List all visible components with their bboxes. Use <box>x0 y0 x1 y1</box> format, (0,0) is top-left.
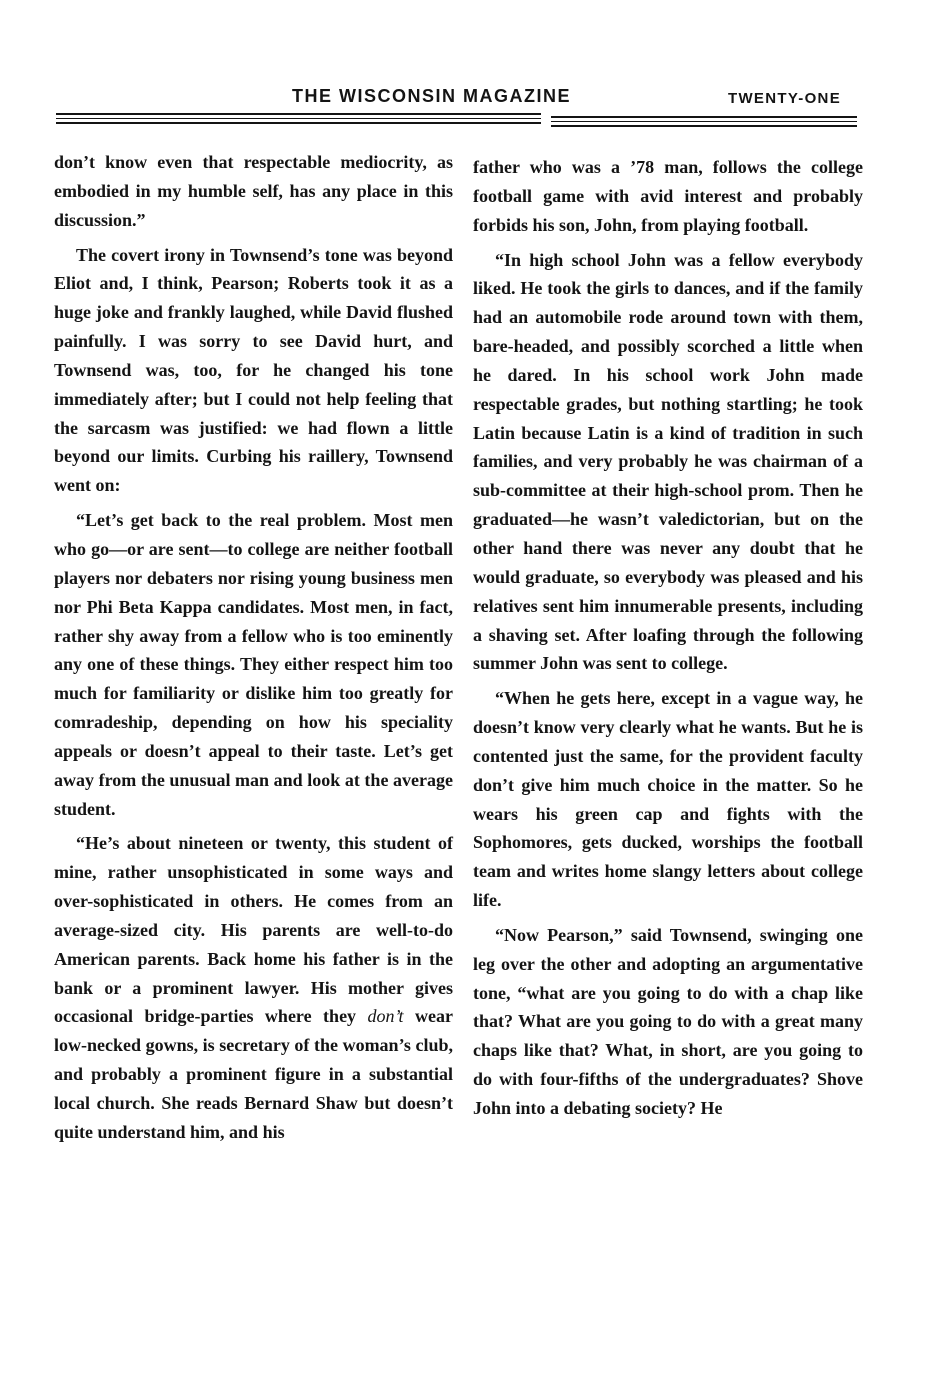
paragraph: “Now Pearson,” said Townsend, swinging one leg over the other and adopting an argumentative tone, “what are you going to do with a chap like that? What are you going to do with a great many chaps like that? What, in short, are you going to do with four-fifths of the undergraduates? Shove John into a debating society? He <box>473 924 863 1118</box>
paragraph <box>54 829 453 1146</box>
paragraph-text: wear low-necked gowns, is secretary of the woman’s club, and probably a prominent figure in a substantial local church. She reads Bernard Shaw but doesn’t quite understand him, and his <box>54 1006 453 1142</box>
header-rule-right <box>551 125 857 127</box>
left-text-column <box>54 148 453 1147</box>
running-header-title: THE WISCONSIN MAGAZINE <box>292 86 571 106</box>
header-rule-left <box>56 122 541 124</box>
header-rule-left <box>56 118 541 119</box>
paragraph: father who was a ’78 man, follows the college football game with avid interest and probably forbids his son, John, from playing football. <box>473 157 863 235</box>
italic-emphasis: don’t <box>367 1006 404 1027</box>
header-rule-right <box>551 116 857 118</box>
paragraph: don’t know even that respectable mediocrity, as embodied in my humble self, has any place in this discussion.” <box>54 152 453 230</box>
header-rule-right <box>551 121 857 122</box>
paragraph: “Let’s get back to the real problem. Most men who go—or are sent—to college are neither football players nor debaters nor rising young business men nor Phi Beta Kappa candidates. Most men, in fact, rather shy away from a fellow who is too eminently any one of these things. They either respect him too much for familiarity or dislike him too greatly for comradeship, depending on how his speciality appeals or doesn’t appeal to their taste. Let’s get away from the unusual man and look at the average student. <box>54 510 453 819</box>
paragraph: The covert irony in Townsend’s tone was beyond Eliot and, I think, Pearson; Roberts took it as a huge joke and frankly laughed, while David flushed painfully. I was sorry to see David hurt, and Townsend was, too, for he changed his tone immediately after; but I could not help feeling that the sarcasm was justified: we had flown a little beyond our limits. Curbing his raillery, Townsend went on: <box>54 244 453 496</box>
paragraph: “When he gets here, except in a vague way, he doesn’t know very clearly what he wants. But he is contented just the same, for the provident faculty don’t give him much choice in the matter. So he wears his green cap and fights with the Sophomores, gets ducked, worships the football team and writes home slangy letters about college life. <box>473 688 863 911</box>
paragraph: “In high school John was a fellow everybody liked. He took the girls to dances, and if the family had an automobile rode around town with them, bare-headed, and possibly scorched a little when he dared. In his school work John made respectable grades, but nothing startling; he took Latin because Latin is a kind of tradition in such families, and very probably he was chairman of a sub-committee at their high-school prom. Then he graduated—he wasn’t valedictorian, but on the other hand there was never any doubt that he would graduate, so everybody was pleased and his relatives sent him innumerable presents, including a shaving set. After loafing through the following summer John was sent to college. <box>473 249 863 674</box>
right-text-column <box>473 153 863 1123</box>
page-number-label: TWENTY-ONE <box>728 90 841 107</box>
paragraph-text: “He’s about nineteen or twenty, this student of mine, rather unsophisticated in some ways and over-sophisticated in others. He comes from an average-sized city. His parents are well-to-do American parents. Back home his father is in the bank or a prominent lawyer. His mother gives occasional bridge-parties where they <box>54 833 453 1027</box>
header-rule-left <box>56 113 541 115</box>
